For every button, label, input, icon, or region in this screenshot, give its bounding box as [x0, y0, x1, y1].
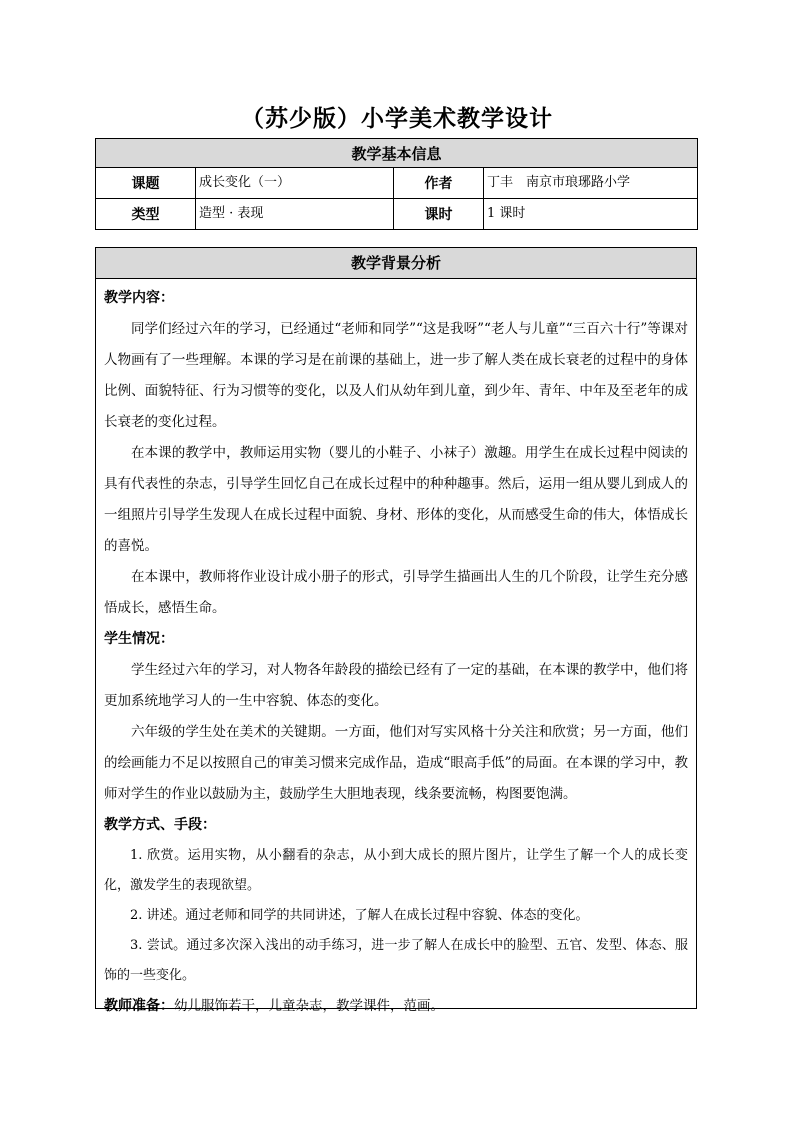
author-label: 作者 — [394, 168, 484, 199]
student-paragraph: 学生经过六年的学习，对人物各年龄段的描绘已经有了一定的基础，在本课的教学中，他们将更加系统地学习人的一生中容貌、体态的变化。 — [104, 662, 688, 709]
teaching-background-section — [95, 247, 697, 1014]
type-value: 造型 · 表现 — [196, 199, 394, 230]
method-item: 3. 尝试。通过多次深入浅出的动手练习，进一步了解人在成长中的脸型、五官、发型、体态、服饰的一些变化。 — [104, 938, 688, 983]
author-value: 丁丰 南京市琅琊路小学 — [484, 168, 698, 199]
type-label: 类型 — [96, 199, 196, 230]
student-heading: 学生情况： — [104, 631, 174, 647]
content-paragraph: 同学们经过六年的学习，已经通过“老师和同学”“这是我呀”“老人与儿童”“三百六十行”等课对人物画有了一些理解。本课的学习是在前课的基础上，进一步了解人类在成长衰老的过程中的身体比例、面貌特征、行为习惯等的变化，以及人们从幼年到儿童，到少年、青年、中年及至老年的成长衰老的变化过程。 — [104, 321, 688, 430]
method-item: 2. 讲述。通过老师和同学的共同讲述，了解人在成长过程中容貌、体态的变化。 — [130, 908, 589, 923]
content-heading: 教学内容： — [104, 290, 174, 306]
topic-value: 成长变化（一） — [196, 168, 394, 199]
teacher-prep-line — [104, 991, 688, 1022]
document-title: （苏少版）小学美术教学设计 — [241, 105, 553, 132]
student-paragraph: 六年级的学生处在美术的关键期。一方面，他们对写实风格十分关注和欣赏；另一方面，他们的绘画能力不足以按照自己的审美习惯来完成作品，造成“眼高手低”的局面。在本课的学习中，教师对学生的作业以鼓励为主，鼓励学生大胆地表现，线条要流畅，构图要饱满。 — [104, 724, 688, 802]
background-header: 教学背景分析 — [96, 248, 696, 279]
basic-info-table — [95, 138, 698, 230]
background-body — [96, 279, 696, 1022]
teacher-prep-label: 教师准备： — [104, 998, 174, 1014]
content-paragraph: 在本课的教学中，教师运用实物（婴儿的小鞋子、小袜子）激趣。用学生在成长过程中阅读的具有代表性的杂志，引导学生回忆自己在成长过程中的种种趣事。然后，运用一组从婴儿到成人的一组照片引导学生发现人在成长过程中面貌、身材、形体的变化，从而感受生命的伟大，体悟成长的喜悦。 — [104, 445, 688, 554]
method-item: 1. 欣赏。运用实物，从小翻看的杂志，从小到大成长的照片图片，让学生了解一个人的成长变化，激发学生的表现欲望。 — [104, 848, 688, 893]
content-paragraph: 在本课中，教师将作业设计成小册子的形式，引导学生描画出人生的几个阶段，让学生充分感悟成长，感悟生命。 — [104, 569, 688, 616]
topic-label: 课题 — [96, 168, 196, 199]
teacher-prep-value: 幼儿服饰若干，儿童杂志，教学课件，范画。 — [174, 998, 444, 1014]
hours-label: 课时 — [394, 199, 484, 230]
methods-heading: 教学方式、手段： — [104, 817, 216, 833]
hours-value: 1 课时 — [484, 199, 698, 230]
basic-info-header: 教学基本信息 — [96, 139, 698, 168]
